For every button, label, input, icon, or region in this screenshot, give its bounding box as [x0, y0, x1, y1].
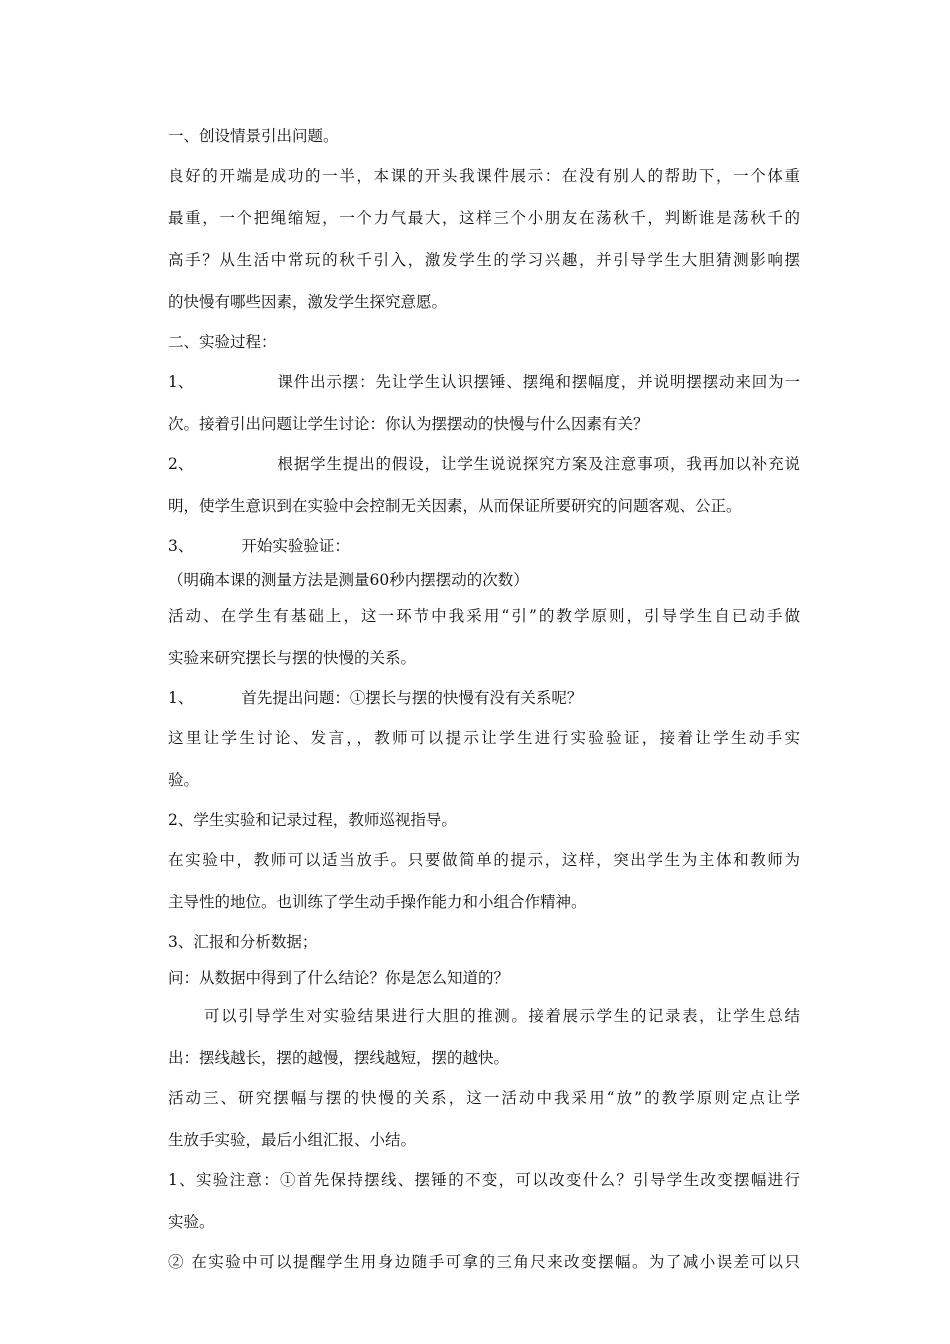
paragraph-line: 活动、在学生有基础上，这一环节中我采用“引”的教学原则，引导学生自已动手做: [168, 607, 800, 625]
list-number: 1、: [168, 689, 194, 707]
paragraph-line: 出：摆线越长，摆的越慢，摆线越短，摆的越快。: [168, 1049, 510, 1067]
list-item: [168, 688, 800, 708]
list-item-text: 根据学生提出的假设，让学生说说探究方案及注意事项，我再加以补充说: [277, 455, 800, 473]
paragraph-line: 最重，一个把绳缩短，一个力气最大，这样三个小朋友在荡秋千，判断谁是荡秋千的: [168, 209, 800, 227]
paragraph-line: 高手？从生活中常玩的秋千引入，激发学生的学习兴趣，并引导学生大胆猜测影响摆: [168, 251, 800, 269]
question-line: 问：从数据中得到了什么结论？你是怎么知道的？: [168, 969, 510, 987]
list-item-text: 首先提出问题：①摆长与摆的快慢有没有关系呢？: [241, 689, 583, 707]
list-number: 1、: [168, 373, 194, 391]
paragraph-line: 验。: [168, 771, 200, 789]
paragraph-line: 这里让学生讨论、发言，，教师可以提示让学生进行实验验证，接着让学生动手实: [168, 729, 800, 747]
list-item-text: 开始实验验证：: [241, 537, 350, 555]
heading-2: 二、实验过程：: [168, 333, 277, 351]
list-number: 3、: [168, 537, 194, 555]
document-body: [168, 126, 800, 1272]
list-item: 3、汇报和分析数据；: [168, 933, 318, 951]
list-item-text: 课件出示摆：先让学生认识摆锤、摆绳和摆幅度，并说明摆摆动来回为一: [277, 373, 800, 391]
list-item: ② 在实验中可以提醒学生用身边随手可拿的三角尺来改变摆幅。为了减小误差可以只: [168, 1253, 800, 1271]
list-item: [168, 454, 800, 474]
paragraph-line: 实验。: [168, 1213, 215, 1231]
paragraph-line: 生放手实验，最后小组汇报、小结。: [168, 1131, 417, 1149]
heading-1: 一、创设情景引出问题。: [168, 127, 339, 145]
paragraph-line: 活动三、研究摆幅与摆的快慢的关系，这一活动中我采用“放”的教学原则定点让学: [168, 1089, 800, 1107]
paragraph-line: 可以引导学生对实验结果进行大胆的推测。接着展示学生的记录表，让学生总结: [204, 1007, 800, 1025]
note-line: （明确本课的测量方法是测量60秒内摆摆动的次数）: [168, 571, 529, 589]
paragraph-line: 次。接着引出问题让学生讨论：你认为摆摆动的快慢与什么因素有关？: [168, 415, 649, 433]
paragraph-line: 主导性的地位。也训练了学生动手操作能力和小组合作精神。: [168, 893, 587, 911]
paragraph-line: 在实验中，教师可以适当放手。只要做简单的提示，这样，突出学生为主体和教师为: [168, 851, 800, 869]
list-item: 2、学生实验和记录过程，教师巡视指导。: [168, 811, 457, 829]
paragraph-line: 良好的开端是成功的一半，本课的开头我课件展示：在没有别人的帮助下，一个体重: [168, 167, 800, 185]
list-item: [168, 536, 800, 556]
list-item: 1、实验注意：①首先保持摆线、摆锤的不变，可以改变什么？引导学生改变摆幅进行: [168, 1171, 800, 1189]
paragraph-line: 明，使学生意识到在实验中会控制无关因素，从而保证所要研究的问题客观、公正。: [168, 497, 742, 515]
paragraph-line: 实验来研究摆长与摆的快慢的关系。: [168, 649, 417, 667]
paragraph-line: 的快慢有哪些因素，激发学生探究意愿。: [168, 293, 448, 311]
list-number: 2、: [168, 455, 194, 473]
list-item: [168, 372, 800, 392]
